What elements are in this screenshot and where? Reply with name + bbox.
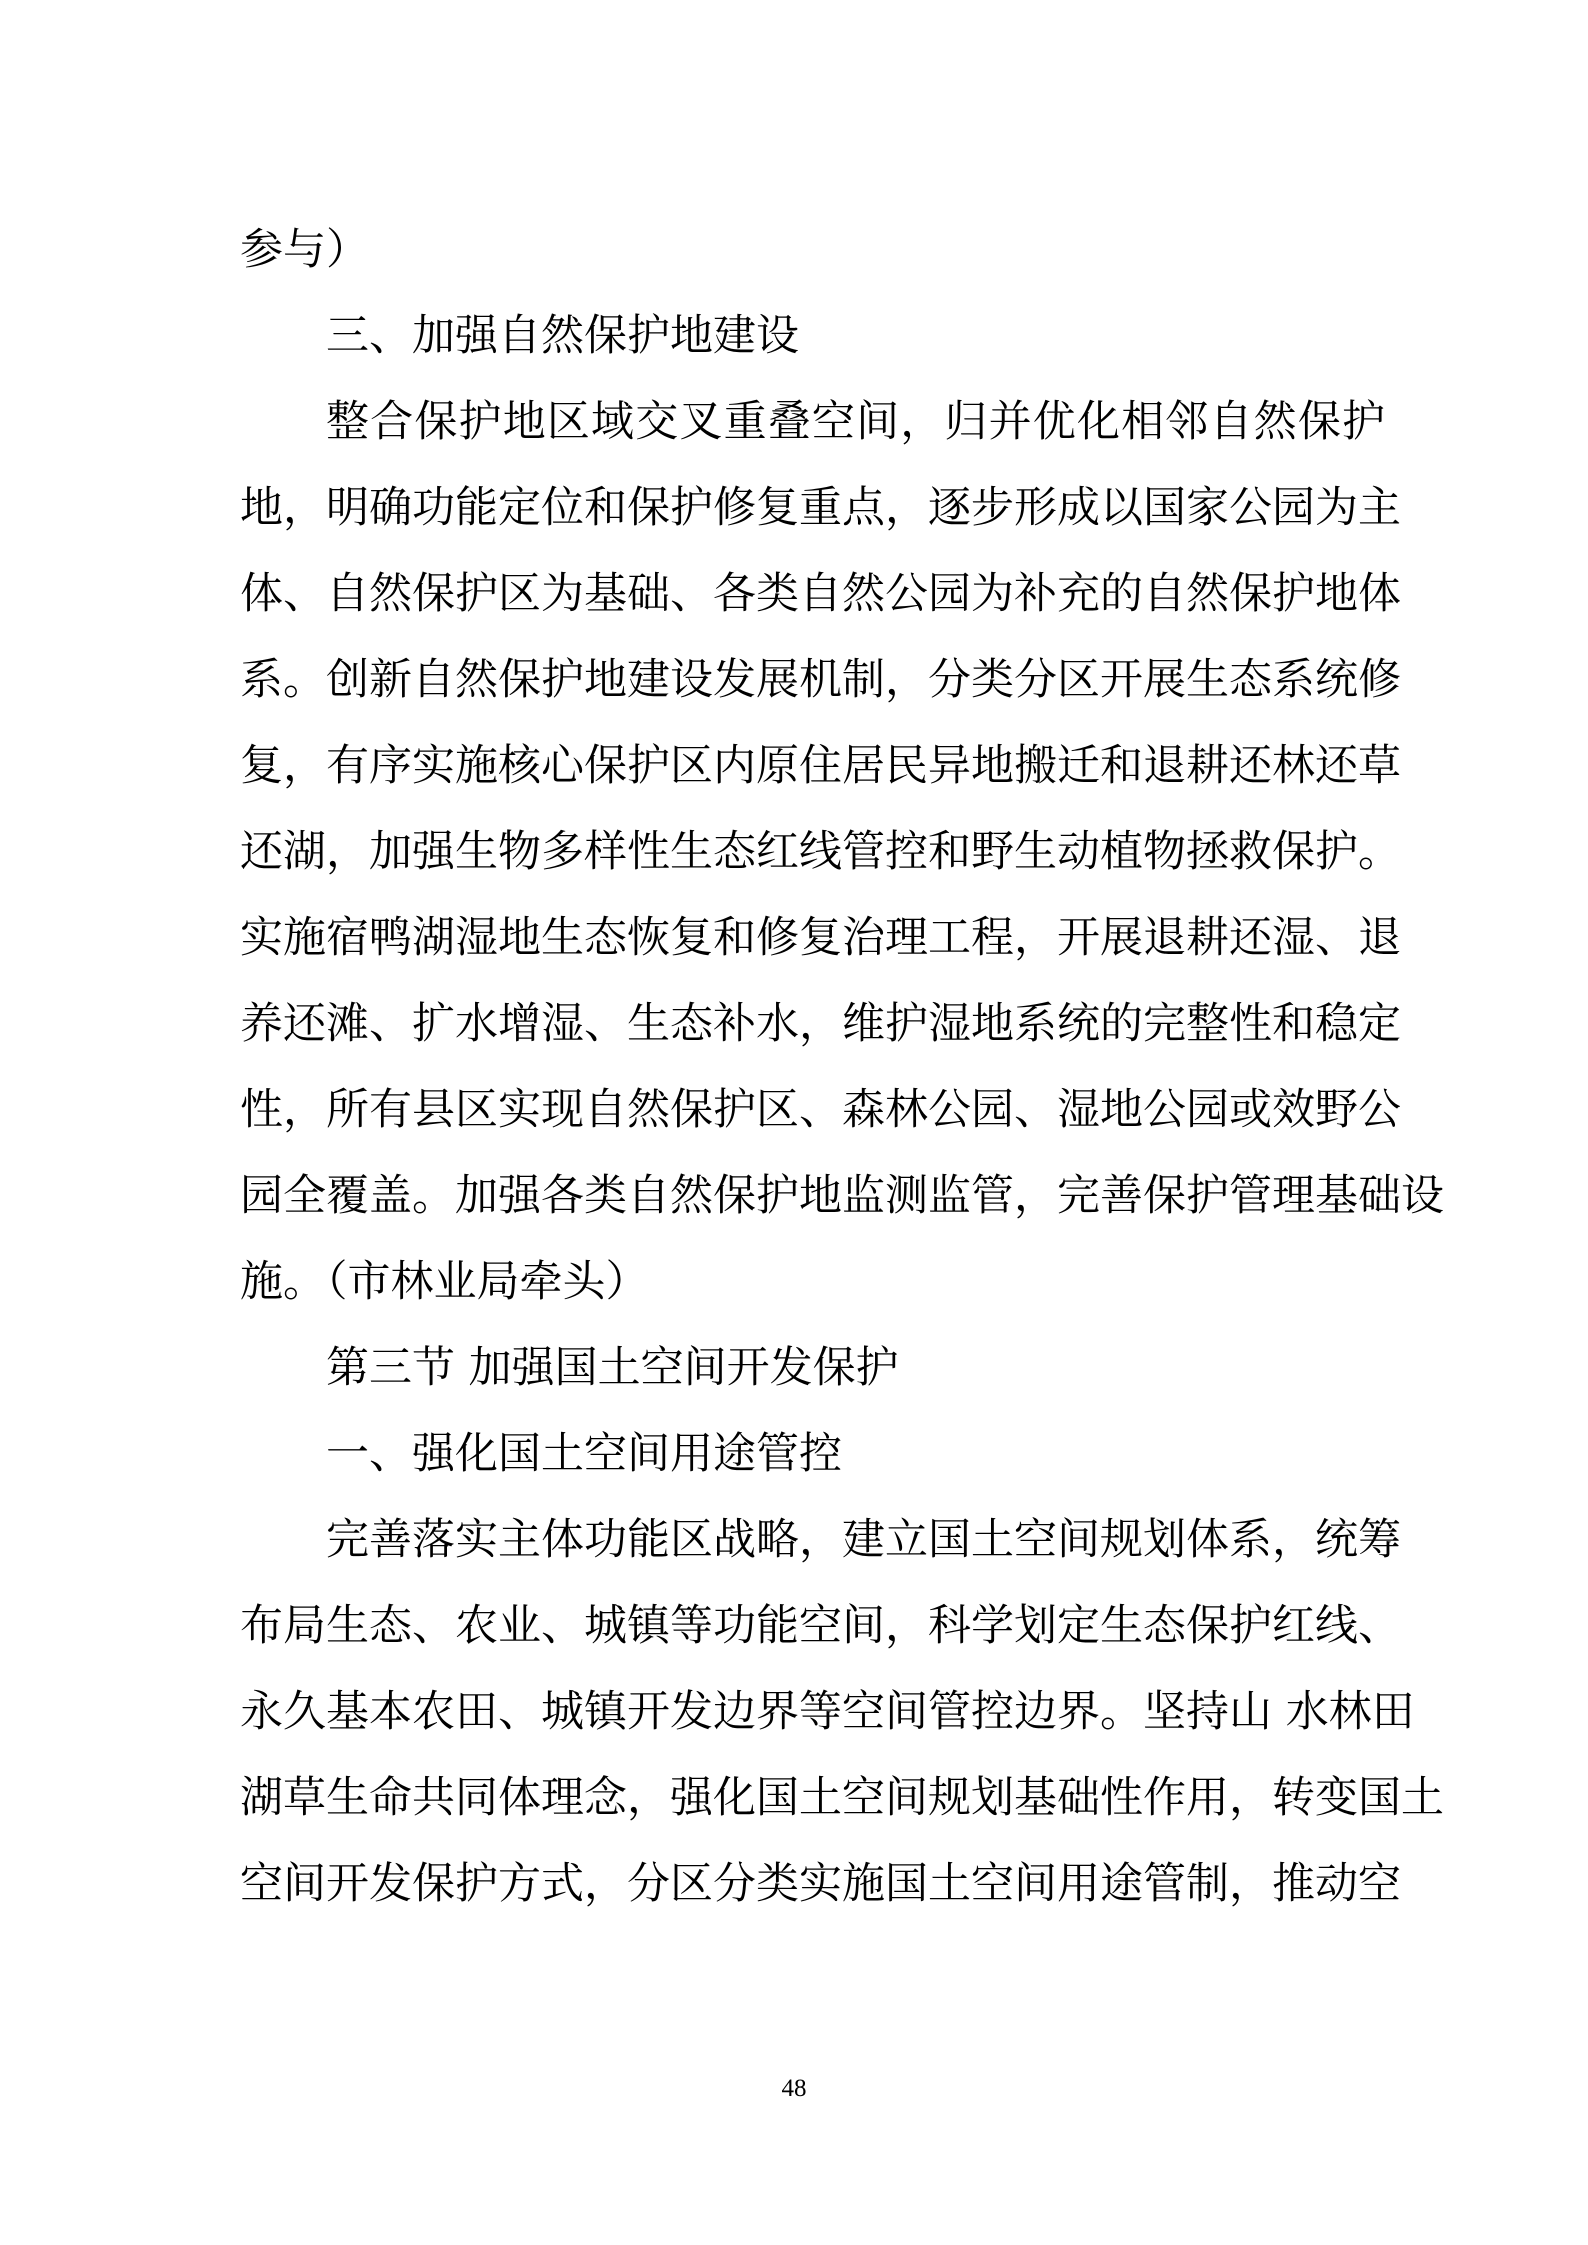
paragraph-line: 复，有序实施核心保护区内原住居民异地搬迁和退耕还林还草 (240, 741, 1401, 791)
page-number: 48 (781, 2075, 807, 2102)
paragraph-line: 养还滩、扩水增湿、生态补水，维护湿地系统的完整性和稳定 (240, 999, 1401, 1049)
paragraph-line-end: 施。（市林业局牵头） (240, 1257, 649, 1307)
paragraph-line: 性，所有县区实现自然保护区、森林公园、湿地公园或效野公 (240, 1085, 1401, 1135)
paragraph-line: 地，明确功能定位和保护修复重点，逐步形成以国家公园为主 (240, 483, 1401, 533)
paragraph-line: 布局生态、农业、城镇等功能空间，科学划定生态保护红线、 (240, 1601, 1401, 1651)
paragraph-line: 系。创新自然保护地建设发展机制，分类分区开展生态系统修 (240, 655, 1401, 705)
section-heading: 三、加强自然保护地建设 (326, 311, 799, 361)
paragraph-line: 体、自然保护区为基础、各类自然公园为补充的自然保护地体 (240, 569, 1401, 619)
text-line-continuation: 参与） (240, 225, 369, 275)
paragraph-line: 空间开发保护方式，分区分类实施国土空间用途管制，推动空 (240, 1859, 1401, 1909)
paragraph-line: 实施宿鸭湖湿地生态恢复和修复治理工程，开展退耕还湿、退 (240, 913, 1401, 963)
paragraph-line: 湖草生命共同体理念，强化国土空间规划基础性作用，转变国土 (240, 1773, 1444, 1823)
paragraph-line: 还湖，加强生物多样性生态红线管控和野生动植物拯救保护。 (240, 827, 1401, 877)
paragraph-line: 园全覆盖。加强各类自然保护地监测监管，完善保护管理基础设 (240, 1171, 1444, 1221)
paragraph-line: 永久基本农田、城镇开发边界等空间管控边界。坚持山 水林田 (240, 1687, 1415, 1737)
paragraph-line: 整合保护地区域交叉重叠空间，归并优化相邻自然保护 (326, 397, 1385, 447)
section-title: 第三节 加强国土空间开发保护 (326, 1343, 899, 1393)
subsection-heading: 一、强化国土空间用途管控 (326, 1429, 842, 1479)
paragraph-line: 完善落实主体功能区战略，建立国土空间规划体系，统筹 (326, 1515, 1401, 1565)
